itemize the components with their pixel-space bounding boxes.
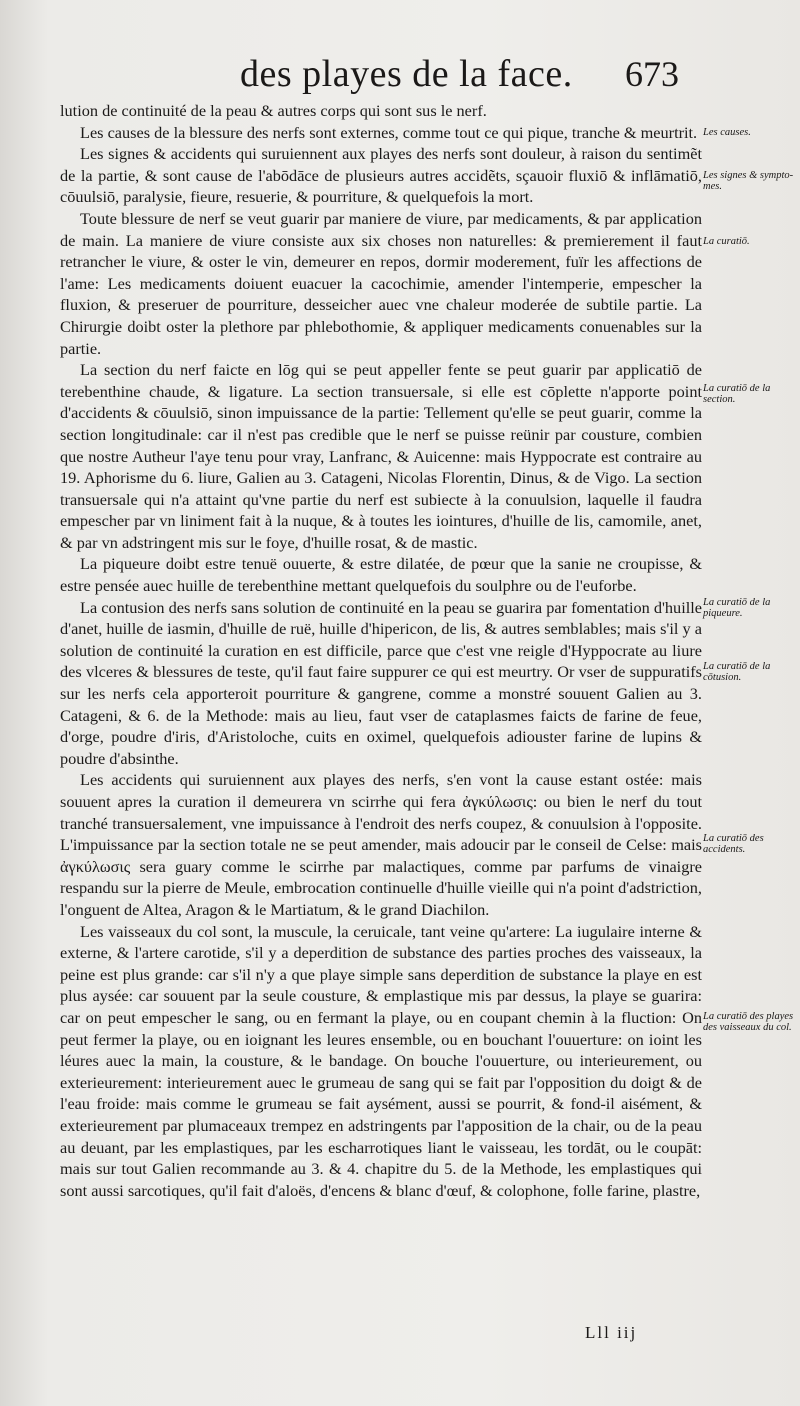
margin-note: La curatiō des playes des vaisseaux du col. (703, 1011, 794, 1033)
paragraph: Les accidents qui suruiennent aux playes des nerfs, s'en vont la cause estant ostée: mais souuent apres la curation il demeurera vn scirrhe qui fera ἀγκύλωσις: ou bien le nerf du tout tranché transuersalement, vne impuissance à l'endroit des nerfs coupez, & conuulsion à l'opposite. L'impuissance par la section totale ne se peut amender, mais adoucir par le conseil de Celse: mais ἀγκύλωσις sera guary comme le scirrhe par malactiques, comme par parfums de vinaigre respandu sur la pierre de Meule, embrocation continuelle d'huille vieille qui n'a point d'adstriction, l'onguent de Altea, Aragon & le Martiatum, & le grand Diachilon. (60, 770, 702, 919)
signature-mark: Lll iij (585, 1323, 638, 1342)
paragraph: La section du nerf faicte en lōg qui se peut appeller fente se peut guarir par applicatiō de terebenthine chaude, & ligature. La section transuersale, si elle est cōplette n'apporte point d'accidents & cōuulsiō, sinon impuissance de la partie: Tellement qu'elle se peut guarir, comme la section longitudinale: car il n'est pas credible que le nerf se puisse reünir par cousture, combien que nostre Autheur l'aye tenu pour vray, Lanfranc, & Auicenne: mais Hyppocrate est contraire au 19. Aphorisme du 6. liure, Galien au 3. Catageni, Nicolas Florentin, Dinus, & de Vigo. La section transuersale qui n'a attaint qu'vne partie du nerf est subiecte à la conuulsion, laquelle il faudra empescher par vn liniment fait à la nuque, & à toutes les iointures, d'huille de lis, camomile, anet, & par vn adstringent mis sur le foye, d'huille rosat, & de mastic. (60, 360, 702, 552)
paragraph: Les causes de la blessure des nerfs sont externes, comme tout ce qui pique, tranche & meurtrit. (80, 122, 698, 142)
margin-note: La curatiō de la section. (703, 383, 771, 405)
paragraph: lution de continuité de la peau & autres corps qui sont sus le nerf. (60, 101, 487, 120)
page-number: 673 (625, 54, 679, 94)
margin-note: Les causes. (703, 127, 751, 138)
margin-note: La curatiō. (703, 236, 750, 247)
paragraph: Les vaisseaux du col sont, la muscule, la ceruicale, tant veine qu'artere: La iugulaire interne & externe, & l'artere carotide, s'il y a deperdition de substance des parties proches des vaisseaux, la peine est plus grande: car s'il n'y a que playe simple sans deperdition de substance la playe en est plus aysée: car souuent par la seule cousture, & emplastique mis par dessus, la playe se guarira: car on peut empescher le sang, ou en fermant la playe, ou en coupant chemin à la fluction: On peut fermer la playe, ou en ioignant les leures ensemble, ou en bouchant l'ouuerture: on ioint les léures auec la main, la cousture, & le bandage. On bouche l'ouuerture, ou interieurement, ou exterieurement: interieurement auec le grumeau de sang qui se fait par l'opposition du doigt & de l'eau froide: mais comme le grumeau se fait aysément, aussi se pourrit, & fond-il aisément, & exterieurement par plumaceaux trempez en adstringents par l'apposition de la chair, ou de la peau au deuant, par les emplastiques, par les escharrotiques liant le vaisseau, les tordāt, ou le coupāt: mais sur tout Galien recommande au 3. & 4. chapitre du 5. de la Methode, les emplastiques qui sont aussi sarcotiques, qu'il fait d'aloës, d'encens & blanc d'œuf, & colophone, folle farine, plastre, (60, 921, 702, 1200)
margin-note: Les signes & sympto-mes. (703, 170, 794, 192)
paragraph: La contusion des nerfs sans solution de continuité en la peau se guarira par fomentation d'huille d'anet, huille de iasmin, d'huille de ruë, huille d'hipericon, de lis, & autres semblables; mais s'il y a solution de continuité la curation en est difficile, parce que c'est vne reigle d'Hyppocrate au liure des vlceres & blessures de teste, qu'il faut faire suppurer ce qui est meurtry. Or vser de suppuratifs sur les nerfs cela apporteroit pourriture & gangrene, comme a monstré souuent Galien au 3. Catageni, & 6. de la Methode: mais au lieu, faut vser de cataplasmes faicts de farine de feue, d'orge, poudre d'iris, d'Aristoloche, cuits en oximel, quelquefois adiouster farine de lupins & poudre d'absinthe. (60, 597, 702, 768)
paragraph: Toute blessure de nerf se veut guarir par maniere de viure, par medicaments, & par application de main. La maniere de viure consiste aux six choses non naturelles: & premierement il faut retrancher le viure, & oster le vin, demeurer en repos, dormir moderement, fuïr les affections de l'ame: Les medicaments doiuent euacuer la cacochimie, amender l'intemperie, empescher la fluxion, & preseruer de pourriture, desseicher auec vne chaleur moderée de subtile partie. La Chirurgie doibt oster la plethore par phlebothomie, & appliquer medicaments conuenables sur la partie. (60, 208, 702, 358)
page-header (0, 50, 800, 98)
main-text (60, 100, 702, 1201)
margin-note: La curatiō des accidents. (703, 833, 764, 855)
margin-note: La curatiō de la piqueure. (703, 597, 771, 619)
paragraph: Les signes & accidents qui suruiennent aux playes des nerfs sont douleur, à raison du sentimẽt de la partie, & sont cause de l'abōdāce de plusieurs autres accidẽts, sçauoir fluxiō & inflāmatiō, cōuulsiō, paralysie, fieure, resuerie, & pourriture, & quelquefois la mort. (60, 144, 702, 207)
margin-note: La curatiō de la cōtusion. (703, 661, 771, 683)
running-title: des playes de la face. (240, 53, 573, 95)
paragraph: La piqueure doibt estre tenuë ouuerte, & estre dilatée, de pœur que la sanie ne croupisse, & estre pensée auec huille de terebenthine mettant quelquefois du soulphre ou de l'euforbe. (60, 554, 702, 596)
